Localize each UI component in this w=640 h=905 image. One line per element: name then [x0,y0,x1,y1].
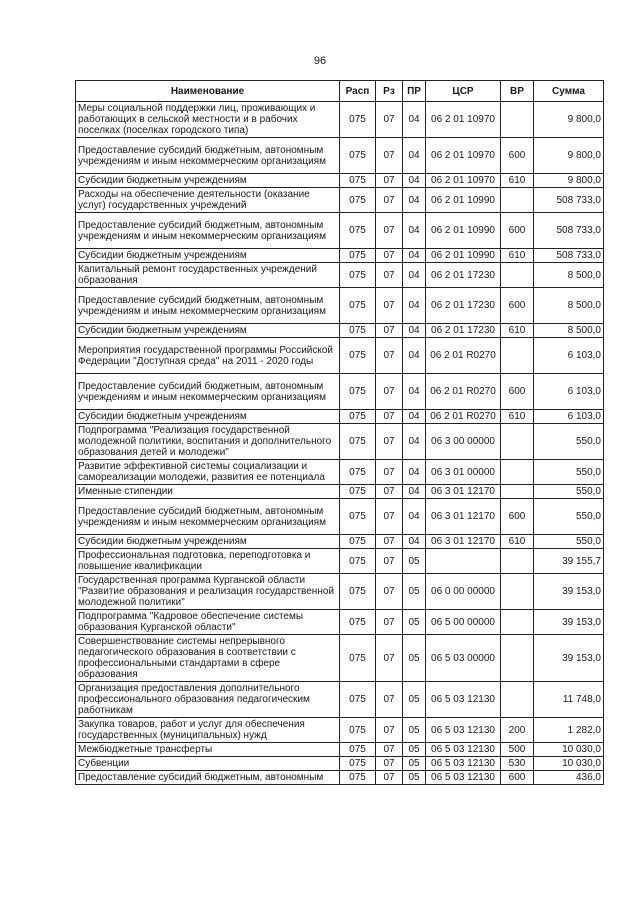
cell-sum: 550,0 [534,485,604,499]
cell-pr: 04 [403,535,426,549]
cell-vr [501,549,534,574]
cell-rz: 07 [376,249,403,263]
cell-vr: 600 [501,771,534,785]
cell-vr [501,188,534,213]
cell-vr: 600 [501,213,534,249]
cell-sum: 508 733,0 [534,249,604,263]
cell-sum: 39 153,0 [534,635,604,682]
cell-rz: 07 [376,174,403,188]
table-row [76,410,604,424]
cell-sum: 6 103,0 [534,338,604,374]
cell-pr: 05 [403,549,426,574]
cell-rz: 07 [376,610,403,635]
header-rasp: Расп [340,81,376,102]
cell-csr: 06 2 01 10990 [426,188,501,213]
cell-rz: 07 [376,485,403,499]
cell-vr [501,263,534,288]
table-row [76,288,604,324]
cell-sum: 39 153,0 [534,610,604,635]
cell-csr: 06 3 01 12170 [426,499,501,535]
cell-rz: 07 [376,635,403,682]
cell-csr: 06 2 01 10990 [426,213,501,249]
cell-sum: 550,0 [534,535,604,549]
cell-rz: 07 [376,574,403,610]
cell-name: Субсидии бюджетным учреждениям [76,410,340,424]
cell-pr: 04 [403,102,426,138]
cell-csr: 06 5 03 12130 [426,743,501,757]
table-row [76,424,604,460]
cell-rasp: 075 [340,324,376,338]
cell-name: Именные стипендии [76,485,340,499]
cell-name: Предоставление субсидий бюджетным, автономным учреждениям и иным некоммерческим организациям [76,374,340,410]
cell-vr: 600 [501,499,534,535]
cell-pr: 04 [403,138,426,174]
cell-csr: 06 2 01 17230 [426,263,501,288]
header-rz: Рз [376,81,403,102]
cell-rz: 07 [376,213,403,249]
cell-vr [501,682,534,718]
table-row [76,324,604,338]
cell-sum: 11 748,0 [534,682,604,718]
cell-rasp: 075 [340,485,376,499]
cell-pr: 04 [403,499,426,535]
cell-rasp: 075 [340,574,376,610]
cell-csr: 06 2 01 R0270 [426,338,501,374]
cell-vr: 600 [501,374,534,410]
cell-sum: 10 030,0 [534,743,604,757]
cell-name: Меры социальной поддержки лиц, проживающих и работающих в сельской местности и в рабочих поселках (поселках городского типа) [76,102,340,138]
cell-name: Расходы на обеспечение деятельности (оказание услуг) государственных учреждений [76,188,340,213]
cell-rz: 07 [376,424,403,460]
cell-rz: 07 [376,499,403,535]
cell-name: Субсидии бюджетным учреждениям [76,174,340,188]
cell-csr: 06 0 00 00000 [426,574,501,610]
table-row [76,499,604,535]
cell-sum: 508 733,0 [534,213,604,249]
cell-vr: 610 [501,324,534,338]
table-header-row [76,81,604,102]
cell-sum: 508 733,0 [534,188,604,213]
cell-pr: 05 [403,635,426,682]
cell-vr [501,574,534,610]
cell-csr: 06 3 01 12170 [426,535,501,549]
cell-rasp: 075 [340,338,376,374]
cell-rz: 07 [376,535,403,549]
cell-rasp: 075 [340,138,376,174]
cell-sum: 6 103,0 [534,410,604,424]
table-row [76,138,604,174]
table-body [76,102,604,785]
cell-rasp: 075 [340,249,376,263]
cell-csr: 06 3 01 00000 [426,460,501,485]
cell-name: Государственная программа Курганской области "Развитие образования и реализация государственной молодежной политики" [76,574,340,610]
cell-sum: 8 500,0 [534,263,604,288]
cell-rasp: 075 [340,460,376,485]
table-row [76,338,604,374]
cell-sum: 8 500,0 [534,324,604,338]
cell-pr: 04 [403,485,426,499]
table-row [76,535,604,549]
cell-rz: 07 [376,549,403,574]
cell-name: Предоставление субсидий бюджетным, автономным учреждениям и иным некоммерческим организациям [76,213,340,249]
cell-vr: 610 [501,535,534,549]
cell-rasp: 075 [340,635,376,682]
cell-rz: 07 [376,324,403,338]
cell-name: Подпрограмма "Реализация государственной молодежной политики, воспитания и дополнительного образования детей и молодежи" [76,424,340,460]
cell-vr: 610 [501,410,534,424]
cell-csr: 06 2 01 R0270 [426,410,501,424]
cell-csr: 06 3 01 12170 [426,485,501,499]
cell-sum: 9 800,0 [534,174,604,188]
cell-vr: 610 [501,174,534,188]
cell-csr: 06 2 01 10990 [426,249,501,263]
cell-csr: 06 2 01 17230 [426,324,501,338]
table-row [76,188,604,213]
cell-vr [501,102,534,138]
cell-vr: 500 [501,743,534,757]
cell-pr: 05 [403,682,426,718]
cell-name: Предоставление субсидий бюджетным, автономным учреждениям и иным некоммерческим организациям [76,138,340,174]
table-row [76,757,604,771]
cell-name: Предоставление субсидий бюджетным, автономным [76,771,340,785]
cell-name: Развитие эффективной системы социализации и самореализации молодежи, развития ее потенциала [76,460,340,485]
cell-sum: 550,0 [534,460,604,485]
table-row [76,743,604,757]
cell-name: Капитальный ремонт государственных учреждений образования [76,263,340,288]
cell-rasp: 075 [340,743,376,757]
cell-sum: 436,0 [534,771,604,785]
cell-vr [501,338,534,374]
table-row [76,682,604,718]
cell-name: Закупка товаров, работ и услуг для обеспечения государственных (муниципальных) нужд [76,718,340,743]
cell-rasp: 075 [340,610,376,635]
table-row [76,610,604,635]
cell-rasp: 075 [340,263,376,288]
cell-pr: 04 [403,263,426,288]
cell-csr: 06 5 03 12130 [426,771,501,785]
cell-rz: 07 [376,288,403,324]
cell-name: Подпрограмма "Кадровое обеспечение системы образования Курганской области" [76,610,340,635]
header-name: Наименование [76,81,340,102]
table-row [76,213,604,249]
budget-table [75,80,604,785]
table-row [76,249,604,263]
cell-pr: 04 [403,288,426,324]
cell-vr: 600 [501,138,534,174]
cell-name: Предоставление субсидий бюджетным, автономным учреждениям и иным некоммерческим организациям [76,288,340,324]
cell-csr: 06 2 01 10970 [426,174,501,188]
cell-vr: 200 [501,718,534,743]
cell-name: Субсидии бюджетным учреждениям [76,535,340,549]
cell-pr: 04 [403,410,426,424]
cell-pr: 04 [403,374,426,410]
table-row [76,485,604,499]
cell-pr: 04 [403,324,426,338]
cell-pr: 04 [403,188,426,213]
cell-pr: 04 [403,460,426,485]
cell-vr: 530 [501,757,534,771]
cell-csr: 06 5 03 00000 [426,635,501,682]
cell-rasp: 075 [340,718,376,743]
cell-csr: 06 3 00 00000 [426,424,501,460]
cell-name: Мероприятия государственной программы Российской Федерации "Доступная среда" на 2011 - 2020 годы [76,338,340,374]
header-sum: Сумма [534,81,604,102]
cell-sum: 9 800,0 [534,102,604,138]
cell-pr: 04 [403,174,426,188]
cell-rasp: 075 [340,188,376,213]
cell-rasp: 075 [340,213,376,249]
cell-sum: 6 103,0 [534,374,604,410]
cell-rasp: 075 [340,102,376,138]
cell-sum: 550,0 [534,424,604,460]
header-pr: ПР [403,81,426,102]
cell-vr [501,610,534,635]
cell-csr: 06 2 01 R0270 [426,374,501,410]
cell-rz: 07 [376,410,403,424]
cell-pr: 05 [403,718,426,743]
cell-name: Совершенствование системы непрерывного педагогического образования в соответствии с профессиональными стандартами в сфере образования [76,635,340,682]
cell-rasp: 075 [340,424,376,460]
table-row [76,102,604,138]
cell-csr: 06 5 00 00000 [426,610,501,635]
cell-rz: 07 [376,374,403,410]
cell-name: Субсидии бюджетным учреждениям [76,324,340,338]
cell-rasp: 075 [340,174,376,188]
cell-pr: 04 [403,249,426,263]
cell-vr: 600 [501,288,534,324]
cell-vr [501,424,534,460]
cell-rz: 07 [376,188,403,213]
header-vr: ВР [501,81,534,102]
cell-csr: 06 5 03 12130 [426,757,501,771]
cell-rasp: 075 [340,288,376,324]
cell-rz: 07 [376,102,403,138]
cell-name: Профессиональная подготовка, переподготовка и повышение квалификации [76,549,340,574]
cell-pr: 05 [403,771,426,785]
cell-sum: 39 153,0 [534,574,604,610]
cell-rz: 07 [376,338,403,374]
table-row [76,574,604,610]
cell-csr: 06 5 03 12130 [426,682,501,718]
cell-rasp: 075 [340,535,376,549]
table-row [76,263,604,288]
page-number: 96 [313,55,327,67]
table-row [76,460,604,485]
cell-rasp: 075 [340,410,376,424]
header-csr: ЦСР [426,81,501,102]
cell-name: Организация предоставления дополнительного профессионального образования педагогическим работникам [76,682,340,718]
cell-pr: 04 [403,424,426,460]
cell-csr: 06 2 01 10970 [426,138,501,174]
cell-csr: 06 2 01 17230 [426,288,501,324]
cell-rasp: 075 [340,549,376,574]
cell-pr: 05 [403,743,426,757]
cell-rasp: 075 [340,682,376,718]
table-row [76,374,604,410]
cell-vr: 610 [501,249,534,263]
cell-csr [426,549,501,574]
table-row [76,174,604,188]
cell-rz: 07 [376,460,403,485]
cell-csr: 06 5 03 12130 [426,718,501,743]
cell-sum: 10 030,0 [534,757,604,771]
cell-sum: 9 800,0 [534,138,604,174]
cell-name: Субсидии бюджетным учреждениям [76,249,340,263]
table-row [76,771,604,785]
table-row [76,718,604,743]
cell-rasp: 075 [340,499,376,535]
cell-vr [501,485,534,499]
cell-csr: 06 2 01 10970 [426,102,501,138]
cell-pr: 04 [403,338,426,374]
cell-name: Предоставление субсидий бюджетным, автономным учреждениям и иным некоммерческим организациям [76,499,340,535]
cell-vr [501,460,534,485]
cell-vr [501,635,534,682]
cell-rz: 07 [376,263,403,288]
cell-rz: 07 [376,718,403,743]
cell-rz: 07 [376,138,403,174]
table-row [76,549,604,574]
cell-rz: 07 [376,757,403,771]
cell-rz: 07 [376,743,403,757]
cell-pr: 05 [403,574,426,610]
cell-rz: 07 [376,771,403,785]
cell-rasp: 075 [340,771,376,785]
cell-sum: 8 500,0 [534,288,604,324]
cell-rz: 07 [376,682,403,718]
cell-name: Субвенции [76,757,340,771]
table-row [76,635,604,682]
cell-rasp: 075 [340,757,376,771]
cell-sum: 550,0 [534,499,604,535]
cell-pr: 05 [403,757,426,771]
cell-pr: 05 [403,610,426,635]
cell-sum: 1 282,0 [534,718,604,743]
cell-name: Межбюджетные трансферты [76,743,340,757]
cell-sum: 39 155,7 [534,549,604,574]
cell-rasp: 075 [340,374,376,410]
cell-pr: 04 [403,213,426,249]
